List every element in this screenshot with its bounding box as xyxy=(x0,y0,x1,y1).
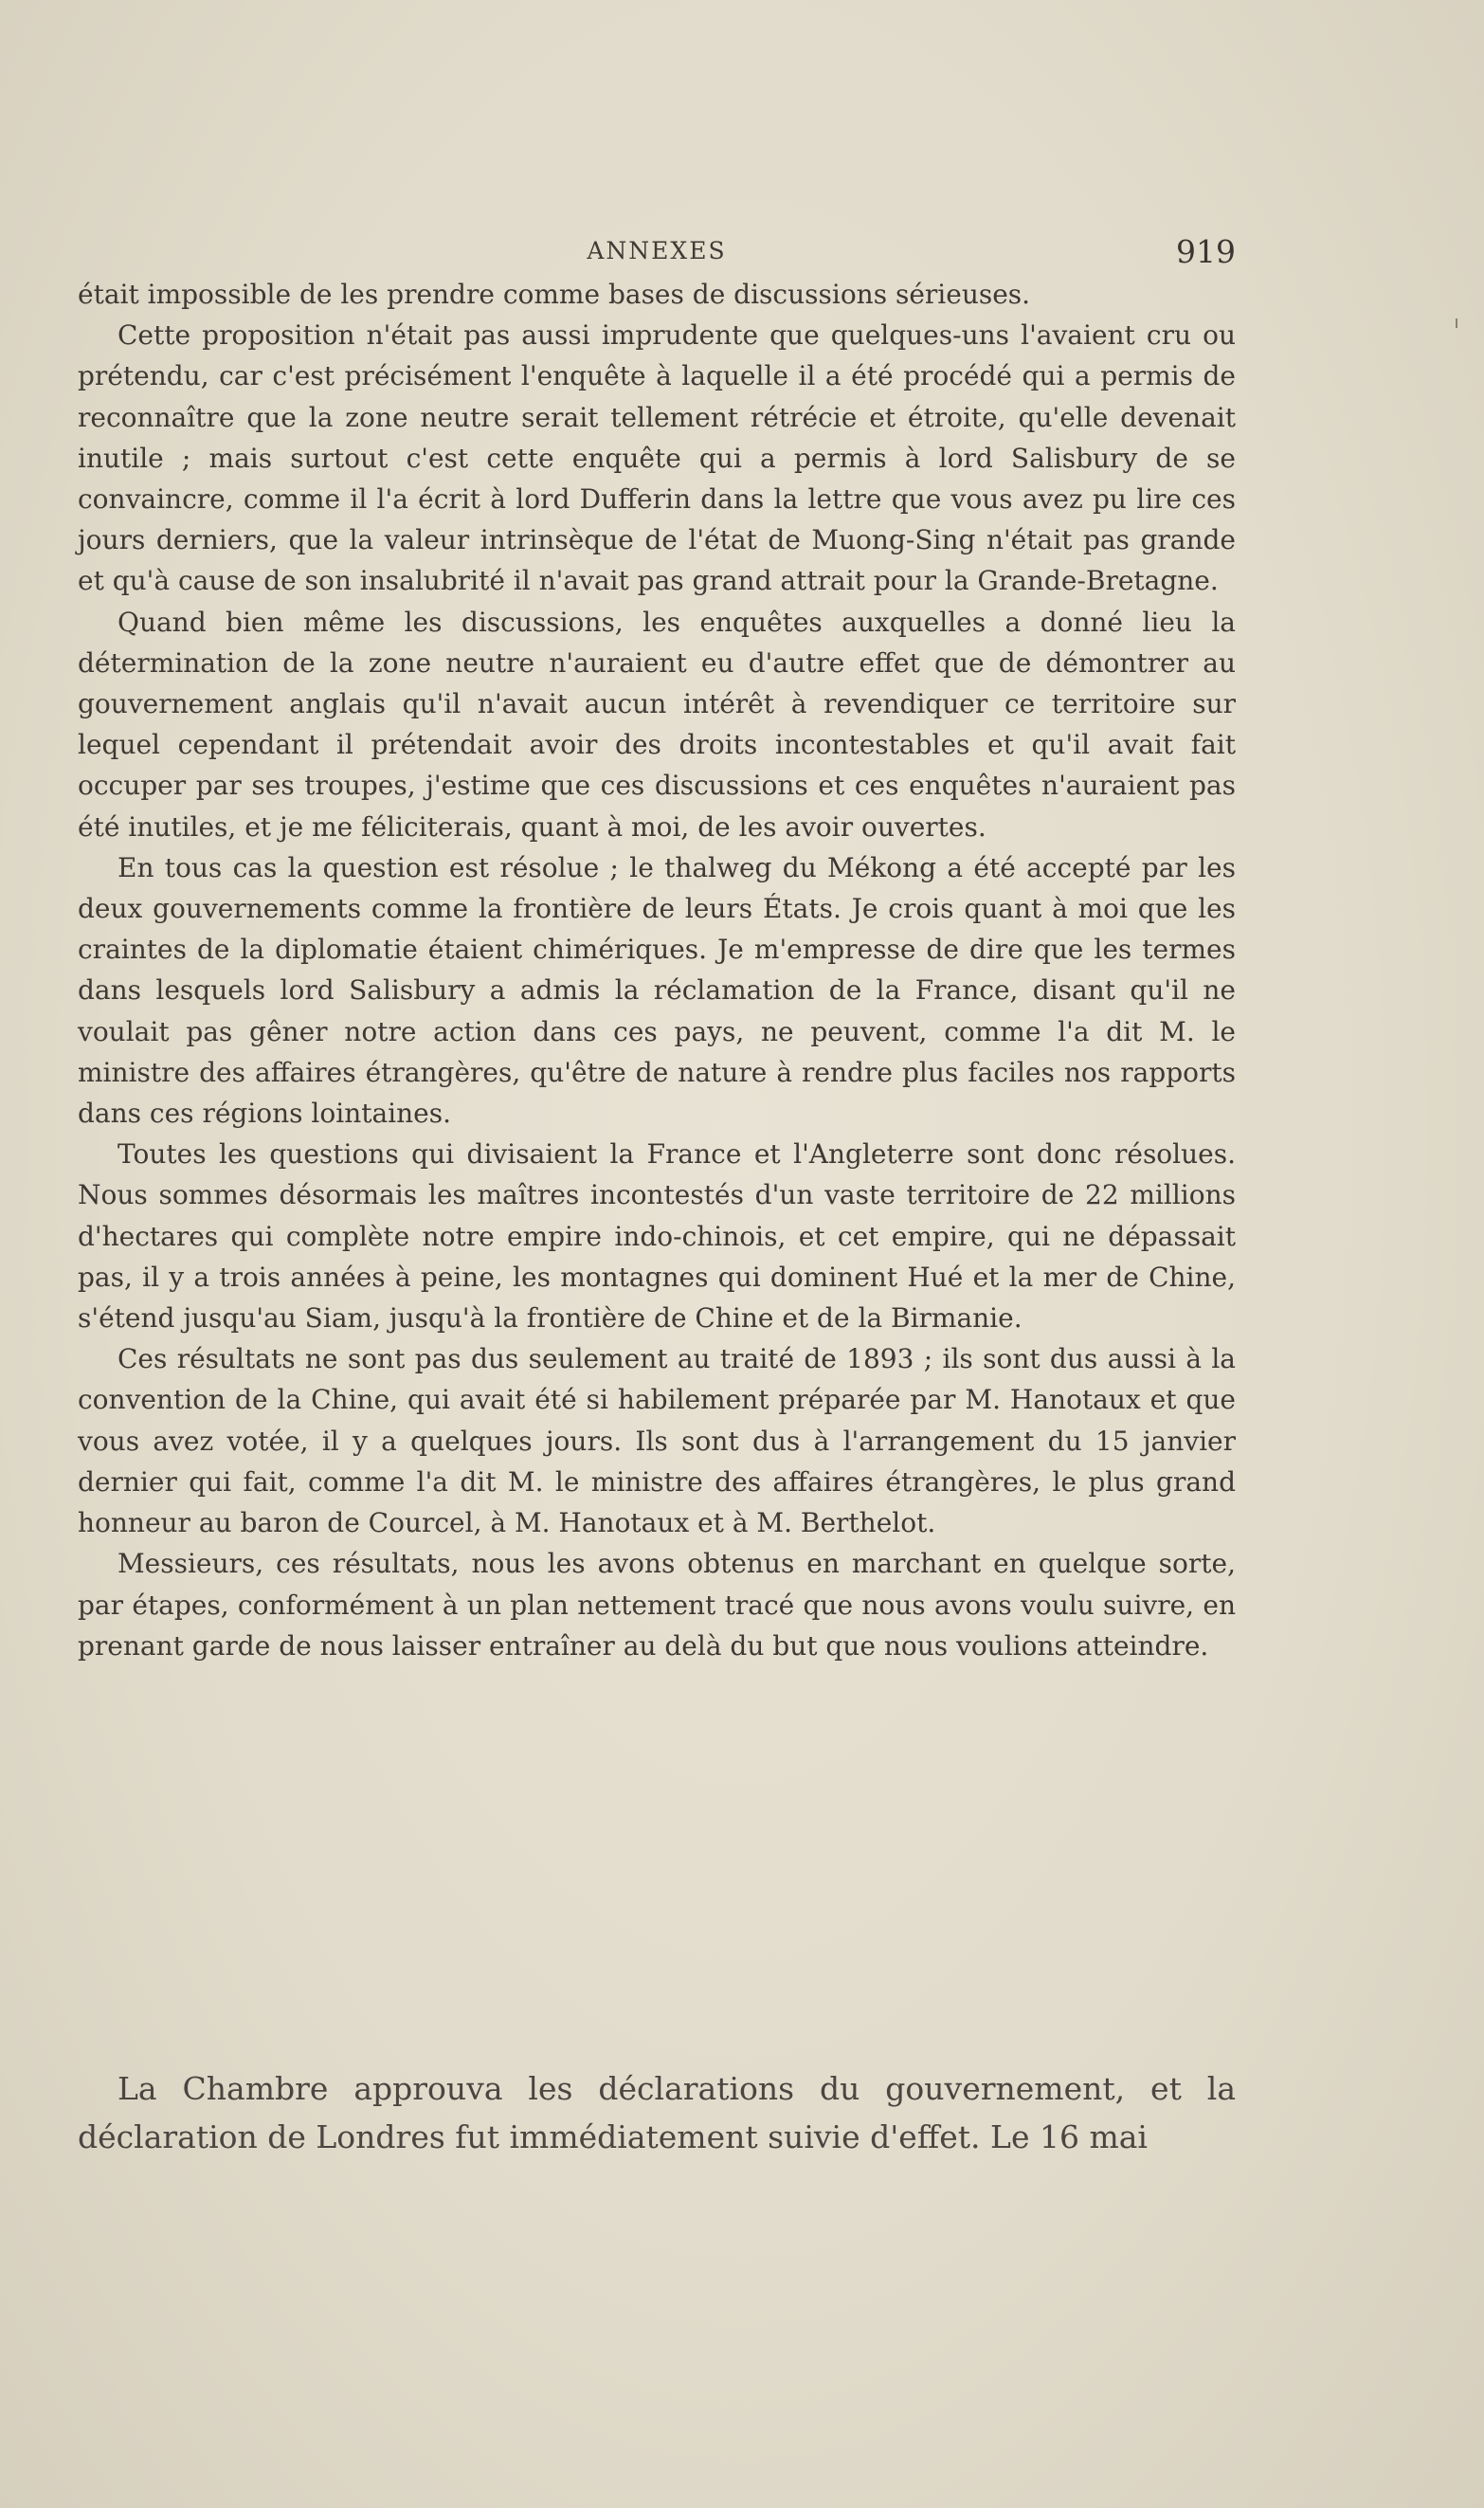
margin-mark xyxy=(1456,318,1457,328)
paragraph: Cette proposition n'était pas aussi imprudente que quelques-uns l'avaient cru ou prétendu, car c'est précisément l'enquête à laquelle il a été procédé qui a permis de reconnaître que la zone neutre serait tellement rétrécie et étroite, qu'elle devenait inutile ; mais surtout c'est cette enquête qui a permis à lord Salisbury de se convaincre, comme il l'a écrit à lord Dufferin dans la lettre que vous avez pu lire ces jours derniers, que la valeur intrinsèque de l'état de Muong-Sing n'était pas grande et qu'à cause de son insalubrité il n'avait pas grand attrait pour la Grande-Bretagne. xyxy=(78,319,1236,597)
paragraph: Ces résultats ne sont pas dus seulement au traité de 1893 ; ils sont dus aussi à la convention de la Chine, qui avait été si habilement préparée par M. Hanotaux et que vous avez votée, il y a quelques jours. Ils sont dus à l'arrangement du 15 janvier dernier qui fait, comme l'a dit M. le ministre des affaires étrangères, le plus grand honneur au baron de Courcel, à M. Hanotaux et à M. Berthelot. xyxy=(78,1343,1236,1539)
paragraph-continuation: était impossible de les prendre comme bases de discussions sérieuses. xyxy=(78,279,1031,310)
narrative-text xyxy=(78,2064,1236,2161)
paragraph: Messieurs, ces résultats, nous les avons obtenus en marchant en quelque sorte, par étapes, conformément à un plan nettement tracé que nous avons voulu suivre, en prenant garde de nous laisser entraîner au delà du but que nous voulions atteindre. xyxy=(78,1548,1236,1662)
running-title: ANNEXES xyxy=(587,237,727,264)
paragraph: Toutes les questions qui divisaient la France et l'Angleterre sont donc résolues. Nous sommes désormais les maîtres incontestés d'un vaste territoire de 22 millions d'hectares qui complète notre empire indo-chinois, et cet empire, qui ne dépassait pas, il y a trois années à peine, les montagnes qui dominent Hué et la mer de Chine, s'étend jusqu'au Siam, jusqu'à la frontière de Chine et de la Birmanie. xyxy=(78,1138,1236,1335)
paragraph: En tous cas la question est résolue ; le thalweg du Mékong a été accepté par les deux gouvernements comme la frontière de leurs États. Je crois quant à moi que les craintes de la diplomatie étaient chimériques. Je m'empresse de dire que les termes dans lesquels lord Salisbury a admis la réclamation de la France, disant qu'il ne voulait pas gêner notre action dans ces pays, ne peuvent, comme l'a dit M. le ministre des affaires étrangères, qu'être de nature à rendre plus faciles nos rapports dans ces régions lointaines. xyxy=(78,851,1236,1130)
closing-paragraph: La Chambre approuva les déclarations du gouvernement, et la déclaration de Londres fut immédiatement suivie d'effet. Le 16 mai xyxy=(78,2070,1236,2155)
page-header xyxy=(78,233,1236,275)
paragraph: Quand bien même les discussions, les enquêtes auxquelles a donné lieu la détermination de la zone neutre n'auraient eu d'autre effet que de démontrer au gouvernement anglais qu'il n'avait aucun intérêt à revendiquer ce territoire sur lequel cependant il prétendait avoir des droits incontestables et qu'il avait fait occuper par ses troupes, j'estime que ces discussions et ces enquêtes n'auraient pas été inutiles, et je me féliciterais, quant à moi, de les avoir ouvertes. xyxy=(78,606,1236,843)
quoted-speech xyxy=(78,274,1236,1666)
page-number: 919 xyxy=(1176,233,1236,270)
